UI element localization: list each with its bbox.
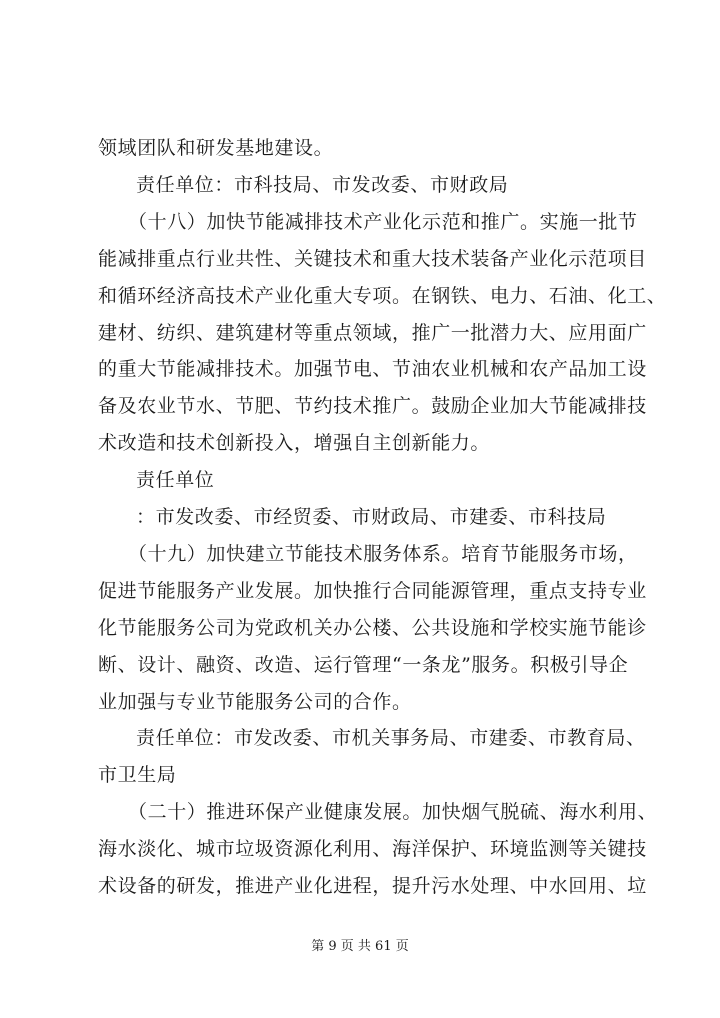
responsible-units-line: 责任单位：市发改委、市机关事务局、市建委、市教育局、 <box>136 727 646 750</box>
text-line: 促进节能服务产业发展。加快推行合同能源管理，重点支持专业 <box>98 579 647 602</box>
responsible-units-label: 责任单位 <box>136 469 215 492</box>
text-line: 和循环经济高技术产业化重大专项。在钢铁、电力、石油、化工、 <box>98 284 667 307</box>
text-line: 术改造和技术创新投入，增强自主创新能力。 <box>98 432 491 455</box>
text-line: 化节能服务公司为党政机关办公楼、公共设施和学校实施节能诊 <box>98 616 647 639</box>
text-line: 的重大节能减排技术。加强节电、节油农业机械和农产品加工设 <box>98 358 647 381</box>
text-line: 建材、纺织、建筑建材等重点领域，推广一批潜力大、应用面广 <box>98 321 647 344</box>
text-line: 断、设计、融资、改造、运行管理“一条龙”服务。积极引导企 <box>98 653 629 676</box>
text-line: 市卫生局 <box>98 764 177 787</box>
text-line: 业加强与专业节能服务公司的合作。 <box>98 690 412 713</box>
section-heading-18: （十八）加快节能减排技术产业化示范和推广。实施一批节 <box>128 210 638 233</box>
text-line: 领域团队和研发基地建设。 <box>98 137 334 159</box>
text-line: 备及农业节水、节肥、节约技术推广。鼓励企业加大节能减排技 <box>98 395 647 418</box>
text-line: 海水淡化、城市垃圾资源化利用、海洋保护、环境监测等关键技 <box>98 838 647 861</box>
responsible-units-line: 责任单位：市科技局、市发改委、市财政局 <box>136 173 509 196</box>
page-number-footer: 第 9 页 共 61 页 <box>311 939 409 954</box>
section-heading-19: （十九）加快建立节能技术服务体系。培育节能服务市场， <box>128 542 638 565</box>
section-heading-20: （二十）推进环保产业健康发展。加快烟气脱硫、海水利用、 <box>128 801 658 824</box>
text-line: 术设备的研发，推进产业化进程，提升污水处理、中水回用、垃 <box>98 875 647 897</box>
text-line: 能减排重点行业共性、关键技术和重大技术装备产业化示范项目 <box>98 247 647 270</box>
responsible-units-line: ：市发改委、市经贸委、市财政局、市建委、市科技局 <box>136 506 607 528</box>
